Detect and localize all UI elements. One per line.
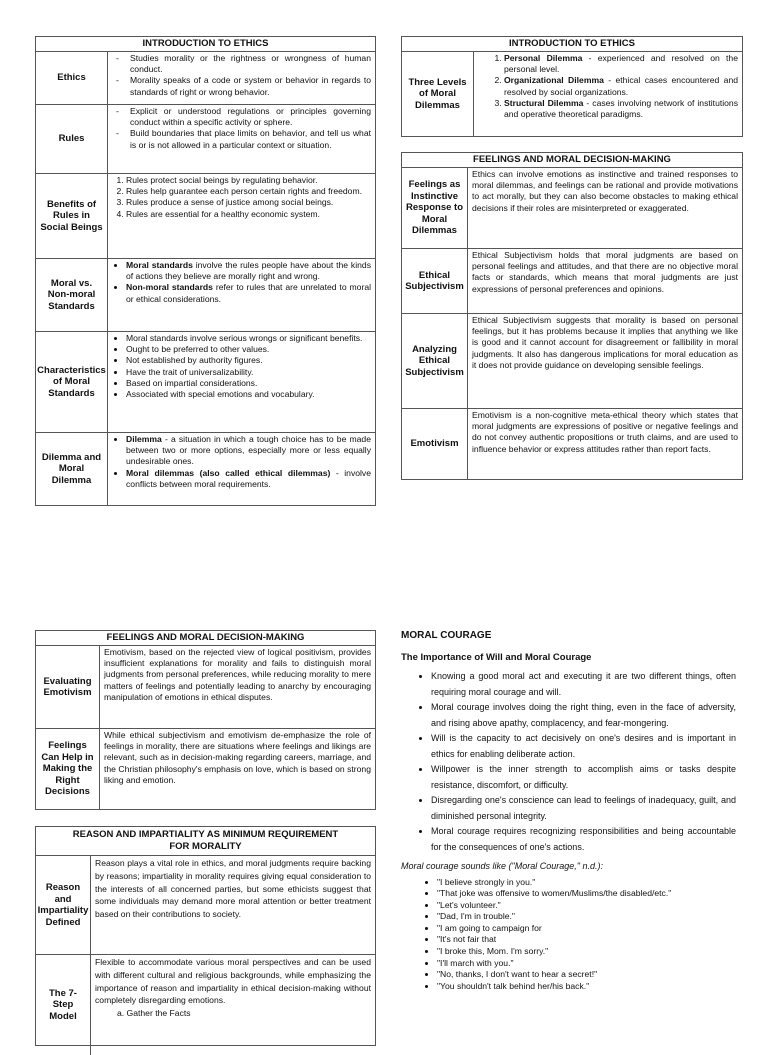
list-item: • Moral dilemmas (also called ethical dilemmas) - involve conflicts between moral requirements.	[126, 468, 371, 490]
feelings-table-2	[35, 630, 376, 810]
table-header: INTRODUCTION TO ETHICS	[36, 37, 375, 52]
list-item: • Ought to be preferred to other values.	[126, 344, 371, 355]
row-content: While ethical subjectivism and emotivism de-emphasize the role of feelings in morality, there are situations where feelings and likings are relevant, such as in decision-making regarding careers, marriage, and the Christian philosophy's emphasis on love, which is based on strong liking and emotion.	[104, 730, 371, 785]
row-label: Ethics	[36, 52, 108, 104]
quote-item: • "I'll march with you."	[437, 958, 736, 970]
table-row	[36, 955, 375, 1055]
row-content	[108, 259, 375, 331]
table-row	[36, 52, 375, 105]
three-levels-table	[401, 36, 743, 137]
list-item: • Knowing a good moral act and executing it are two different things, often requiring moral courage and will.	[431, 669, 736, 700]
list-item: • Non-moral standards refer to rules that are unrelated to moral or ethical considerations.	[126, 282, 371, 304]
quote-item: • "You shouldn't talk behind her/his back."	[437, 981, 736, 993]
step-item: a. Gather the Facts	[117, 1008, 191, 1019]
bullet-list	[401, 669, 736, 855]
row-label: Emotivism	[402, 409, 468, 479]
list-item: 1. Personal Dilemma - experienced and resolved on the personal level.	[504, 53, 738, 75]
row-label: Evaluating Emotivism	[36, 646, 100, 728]
row-label: Ethical Subjectivism	[402, 249, 468, 313]
list-item: 3. Structural Dilemma - cases involving network of institutions and operative theoretical paradigms.	[504, 98, 738, 120]
list-item: • Moral courage involves doing the right thing, even in the face of adversity, and rising above apathy, complacency, and fear-mongering.	[431, 700, 736, 731]
table-row	[36, 433, 375, 505]
list-item: - Morality speaks of a code or system or behavior in regards to standards of right or wrong behavior.	[130, 75, 371, 97]
list-item: • Moral standards involve the rules people have about the kinds of actions they believe are morally right and wrong.	[126, 260, 371, 282]
table-header: FEELINGS AND MORAL DECISION-MAKING	[402, 153, 742, 168]
list-item: - Build boundaries that place limits on behavior, and tell us what is or is not allowed in a particular context or situation.	[130, 128, 371, 150]
row-label: Three Levels of Moral Dilemmas	[402, 52, 474, 136]
list-item: 2. Organizational Dilemma - ethical cases encountered and resolved by social organizations.	[504, 75, 738, 97]
list-item: 3. Rules produce a sense of justice among social beings.	[126, 197, 371, 208]
table-row	[36, 332, 375, 433]
quote-item: • "Dad, I'm in trouble."	[437, 911, 736, 923]
table-header: FEELINGS AND MORAL DECISION-MAKING	[36, 631, 375, 646]
list-item: 4. Rules are essential for a healthy economic system.	[126, 209, 371, 220]
table-row	[36, 729, 375, 809]
row-content: Emotivism is a non-cognitive meta-ethical theory which states that moral judgments are expressions of positive or negative feelings and do not convey authentic propositions or truth claims, and are used to influence behavior or express attitudes rather than report facts.	[472, 410, 738, 454]
intro-ethics-table	[35, 36, 376, 506]
quote-item: • "That joke was offensive to women/Muslims/the disabled/etc."	[437, 888, 736, 900]
table-row	[402, 314, 742, 409]
row-label: Benefits of Rules in Social Beings	[36, 174, 108, 258]
list-item: 2. Rules help guarantee each person certain rights and freedom.	[126, 186, 371, 197]
list-item: • Dilemma - a situation in which a tough choice has to be made between two or more options, especially more or less equally undesirable ones.	[126, 434, 371, 468]
row-label: Analyzing Ethical Subjectivism	[402, 314, 468, 408]
list-item: • Will is the capacity to act decisively on one's desires and is important in ethics for enabling deliberate action.	[431, 731, 736, 762]
table-row	[402, 249, 742, 314]
list-item: • Moral courage requires recognizing responsibilities and being accountable for the consequences of one's actions.	[431, 824, 736, 855]
list-item: • Not established by authority figures.	[126, 355, 371, 366]
row-label: Characteristics of Moral Standards	[36, 332, 108, 432]
row-label: Moral vs. Non-moral Standards	[36, 259, 108, 331]
table-row	[402, 168, 742, 249]
row-content	[108, 174, 375, 258]
table-header: REASON AND IMPARTIALITY AS MINIMUM REQUIREMENT FOR MORALITY	[36, 827, 375, 856]
row-content: Ethics can involve emotions as instinctive and trained responses to moral dilemmas, and feelings can be rational and provide motivations to act morally, but they can also become obstacles to making ethical decisions if their roles are misinterpreted or exaggerated.	[472, 169, 738, 213]
row-content	[108, 105, 375, 173]
list-item: • Disregarding one's conscience can lead to feelings of inadequacy, guilt, and diminished personal integrity.	[431, 793, 736, 824]
section-title: MORAL COURAGE	[401, 630, 492, 641]
list-item: 1. Rules protect social beings by regulating behavior.	[126, 175, 371, 186]
quote-item: • "I believe strongly in you."	[437, 877, 736, 889]
quote-item: • "No, thanks, I don't want to hear a secret!"	[437, 969, 736, 981]
row-content: Reason plays a vital role in ethics, and moral judgments require backing by reasons; impartiality in morality requires giving equal consideration to the interests of all concerned parties, but some ethicists suggest that some individuals may demand more moral attention or better treatment based on their contributions to society.	[95, 858, 371, 920]
list-item: - Explicit or understood regulations or principles governing conduct within a specific activity or sphere.	[130, 106, 371, 128]
feelings-table-1	[401, 152, 743, 480]
row-label: Feelings as Instinctive Response to Moral Dilemmas	[402, 168, 468, 248]
list-item: • Willpower is the inner strength to accomplish aims or tasks despite resistance, discomfort, or difficulty.	[431, 762, 736, 793]
row-content	[108, 433, 375, 505]
list-item: • Have the trait of universalizability.	[126, 367, 371, 378]
table-row	[36, 646, 375, 729]
table-row	[36, 856, 375, 955]
table-header: INTRODUCTION TO ETHICS	[402, 37, 742, 52]
list-item: • Moral standards involve serious wrongs or significant benefits.	[126, 333, 371, 344]
list-item: • Based on impartial considerations.	[126, 378, 371, 389]
list-item: - Studies morality or the rightness or wrongness of human conduct.	[130, 53, 371, 75]
quote-item: • "I broke this, Mom. I'm sorry."	[437, 946, 736, 958]
row-content: Ethical Subjectivism holds that moral judgments are based on personal feelings and attitudes, and that there are no objective moral facts or standards, which means that moral judgments are just expressions of personal preferences and opinions.	[472, 250, 738, 294]
row-label: Feelings Can Help in Making the Right Decisions	[36, 729, 100, 809]
list-item: • Associated with special emotions and vocabulary.	[126, 389, 371, 400]
row-content	[108, 52, 375, 104]
table-row	[402, 409, 742, 479]
row-content	[474, 52, 742, 136]
row-label: Dilemma and Moral Dilemma	[36, 433, 108, 505]
row-label: Rules	[36, 105, 108, 173]
table-row	[402, 52, 742, 136]
row-label: The 7-Step Model	[36, 955, 91, 1055]
row-content: Ethical Subjectivism suggests that morality is based on personal feelings, but it has problems because it implies that anything we like is good and it cannot account for disagreement or fallibility in moral judgments. It also has dangerous implications for moral education as it does not provide guidance on developing sensible feelings.	[472, 315, 738, 370]
row-content: Emotivism, based on the rejected view of logical positivism, provides insufficient explanations for morality and fails to distinguish moral judgments from personal preferences, while reducing morality to mere matters of feelings and potentially leading to anarchy by encouraging manipulation of emotions in ethical disputes.	[104, 647, 371, 702]
table-row	[36, 105, 375, 174]
quote-item: • "It's not fair that	[437, 934, 736, 946]
quote-list	[401, 877, 736, 993]
table-row	[36, 174, 375, 259]
quote-item: • "I am going to campaign for	[437, 923, 736, 935]
row-label: Reason and Impartiality Defined	[36, 856, 91, 954]
sounds-like-caption: Moral courage sounds like ("Moral Courage," n.d.):	[401, 861, 603, 871]
row-content	[108, 332, 375, 432]
moral-courage-section	[401, 628, 736, 992]
row-content: Flexible to accommodate various moral perspectives and can be used with different cultural and religious backgrounds, while emphasizing the importance of reason and impartiality in ethical decision-making without completely disregarding emotions. a. Gather the Facts	[95, 957, 371, 1019]
quote-item: • "Let's volunteer."	[437, 900, 736, 912]
reason-impartiality-table	[35, 826, 376, 1046]
section-subtitle: The Importance of Will and Moral Courage	[401, 651, 592, 663]
table-row	[36, 259, 375, 332]
